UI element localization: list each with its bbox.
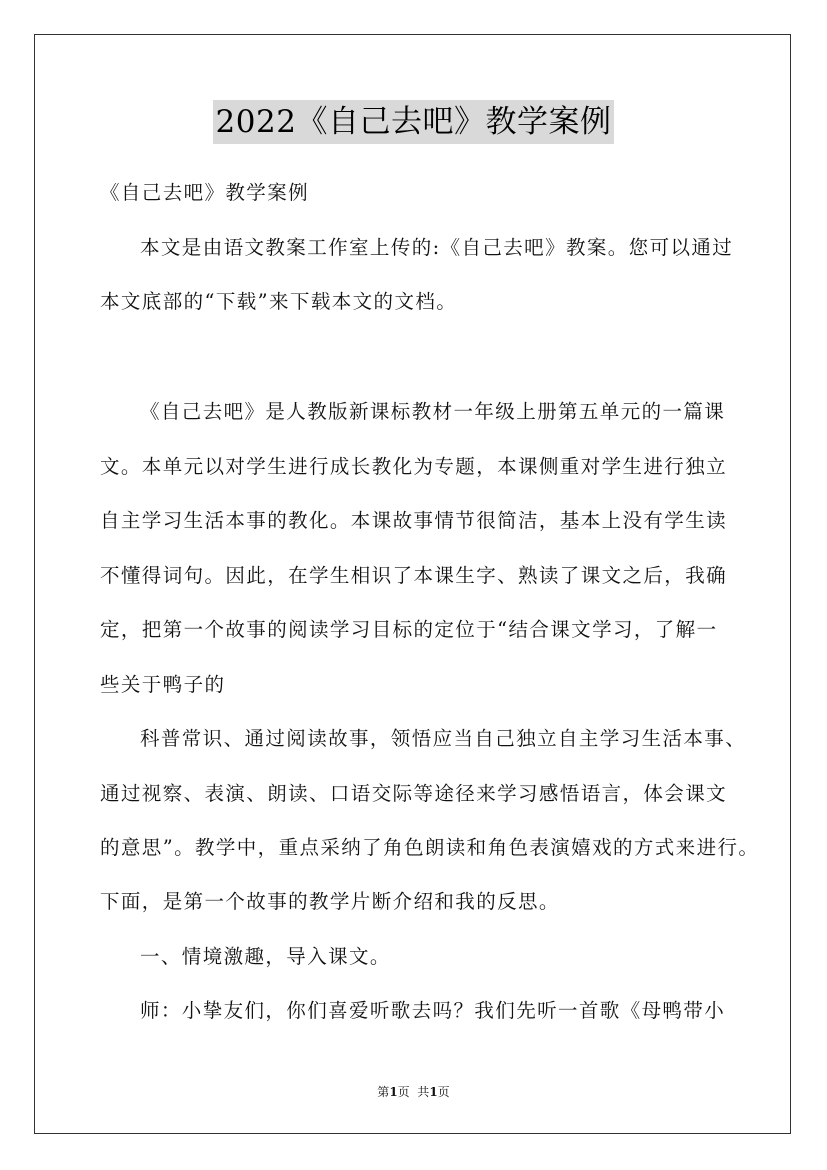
paragraph-line: 的意思”。教学中，重点采纳了角色朗读和角色表演嬉戏的方式来进行。 <box>100 836 760 859</box>
paragraph-line: 本文底部的“下载”来下载本文的文档。 <box>100 290 458 313</box>
paragraph-line: 定，把第一个故事的阅读学习目标的定位于“结合课文学习，了解一 <box>100 618 718 641</box>
document-title: 2022《自己去吧》教学案例 <box>213 100 615 144</box>
paragraph-line: 科普常识、通过阅读故事，领悟应当自己独立自主学习生活本事、 <box>140 727 747 750</box>
paragraph-line: 些关于鸭子的 <box>100 673 226 696</box>
section-heading: 一、情境激趣，导入课文。 <box>140 945 391 968</box>
paragraph-line: 《自己去吧》是人教版新课标教材一年级上册第五单元的一篇课 <box>140 400 726 423</box>
document-subtitle: 《自己去吧》教学案例 <box>100 181 310 204</box>
paragraph-line: 通过视察、表演、朗读、口语交际等途径来学习感悟语言，体会课文 <box>100 782 728 805</box>
title-container <box>0 100 827 144</box>
footer-page-number: 1 <box>389 1085 398 1099</box>
footer-suffix: 页 <box>437 1085 450 1099</box>
paragraph-line: 自主学习生活本事的教化。本课故事情节很简洁，基本上没有学生读 <box>100 509 728 532</box>
paragraph-line: 不懂得词句。因此，在学生相识了本课生字、熟读了课文之后，我确 <box>100 564 728 587</box>
paragraph-line: 文。本单元以对学生进行成长教化为专题，本课侧重对学生进行独立 <box>100 455 728 478</box>
paragraph-line: 下面，是第一个故事的教学片断介绍和我的反思。 <box>100 890 560 913</box>
footer-prefix: 第 <box>377 1085 390 1099</box>
footer-mid: 页 共 <box>397 1085 430 1099</box>
page-footer <box>0 1083 827 1101</box>
footer-total-pages: 1 <box>429 1085 438 1099</box>
paragraph-line: 师：小挚友们，你们喜爱听歌去吗？我们先听一首歌《母鸭带小 <box>140 999 726 1022</box>
paragraph-line: 本文是由语文教案工作室上传的:《自己去吧》教案。您可以通过 <box>140 236 734 259</box>
